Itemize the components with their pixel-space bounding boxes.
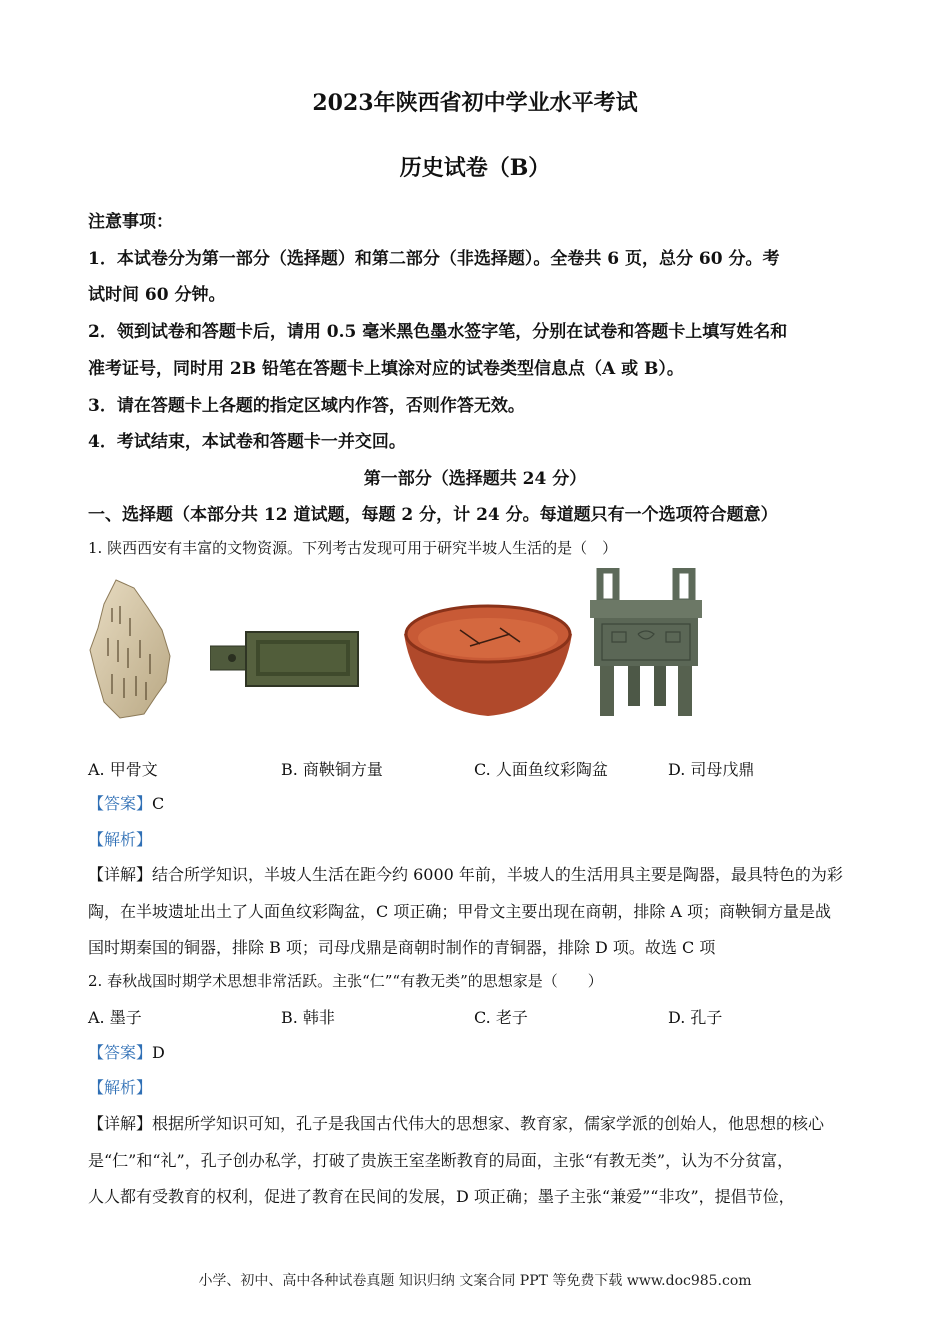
q1-stem: 1. 陕西西安有丰富的文物资源。下列考古发现可用于研究半坡人生活的是（ ） bbox=[88, 539, 618, 557]
painted-pottery-basin-image bbox=[400, 600, 576, 720]
q2-analysis-tag: 【解析】 bbox=[88, 1078, 153, 1097]
answer-value: D bbox=[152, 1043, 165, 1062]
q1-answer bbox=[88, 791, 164, 814]
q1-option-d: D. 司母戊鼎 bbox=[668, 760, 755, 779]
q2-detail-line: 人人都有受教育的权利，促进了教育在民间的发展，D 项正确；墨子主张“兼爱”“非攻”，提倡节俭， bbox=[88, 1187, 795, 1206]
q2-option-a: A. 墨子 bbox=[88, 1008, 142, 1027]
answer-tag: 【答案】 bbox=[88, 794, 153, 813]
detail-text: 根据所学知识可知，孔子是我国古代伟大的思想家、教育家，儒家学派的创始人，他思想的核心 bbox=[152, 1114, 825, 1133]
q1-detail-line: 国时期秦国的铜器，排除 B 项；司母戊鼎是商朝时制作的青铜器，排除 D 项。故选 C 项 bbox=[88, 938, 716, 957]
q1-detail-line: 陶，在半坡遗址出土了人面鱼纹彩陶盆，C 项正确；甲骨文主要出现在商朝，排除 A 项；商鞅铜方量是战 bbox=[88, 902, 832, 921]
notice-line: 3．请在答题卡上各题的指定区域内作答，否则作答无效。 bbox=[88, 396, 525, 416]
notice-heading: 注意事项： bbox=[88, 212, 173, 232]
part1-heading: 第一部分（选择题共 24 分） bbox=[363, 469, 587, 489]
bronze-measure-image bbox=[210, 628, 360, 690]
q2-option-d: D. 孔子 bbox=[668, 1008, 723, 1027]
q2-detail-line: 是“仁”和“礼”，孔子创办私学，打破了贵族王室垄断教育的局面，主张“有教无类”，认为不分贫富， bbox=[88, 1151, 794, 1170]
answer-tag: 【答案】 bbox=[88, 1043, 153, 1062]
notice-line: 4．考试结束，本试卷和答题卡一并交回。 bbox=[88, 432, 406, 452]
q2-stem: 2. 春秋战国时期学术思想非常活跃。主张“仁”“有教无类”的思想家是（ ） bbox=[88, 972, 603, 990]
exam-title: 2023年陕西省初中学业水平考试 bbox=[312, 90, 638, 116]
paper-subtitle: 历史试卷（B） bbox=[399, 155, 551, 181]
q1-analysis-tag: 【解析】 bbox=[88, 830, 153, 849]
notice-line: 2．领到试卷和答题卡后，请用 0.5 毫米黑色墨水签字笔，分别在试卷和答题卡上填写姓名和 bbox=[88, 322, 788, 342]
detail-text: 结合所学知识，半坡人生活在距今约 6000 年前，半坡人的生活用具主要是陶器，最具特色的为彩 bbox=[152, 865, 843, 884]
oracle-bone-image bbox=[86, 578, 176, 720]
q1-option-a: A. 甲骨文 bbox=[88, 760, 158, 779]
detail-tag: 【详解】 bbox=[88, 1114, 153, 1133]
q2-option-b: B. 韩非 bbox=[281, 1008, 335, 1027]
notice-line: 试时间 60 分钟。 bbox=[88, 285, 226, 305]
section-heading: 一、选择题（本部分共 12 道试题，每题 2 分，计 24 分。每道题只有一个选项符合题意） bbox=[88, 505, 778, 525]
q1-detail-line bbox=[88, 862, 843, 885]
q2-option-c: C. 老子 bbox=[474, 1008, 528, 1027]
notice-line: 准考证号，同时用 2B 铅笔在答题卡上填涂对应的试卷类型信息点（A 或 B）。 bbox=[88, 359, 684, 379]
answer-value: C bbox=[152, 794, 165, 813]
notice-line: 1．本试卷分为第一部分（选择题）和第二部分（非选择题）。全卷共 6 页，总分 60 分。考 bbox=[88, 249, 780, 269]
page-footer: 小学、初中、高中各种试卷真题 知识归纳 文案合同 PPT 等免费下载 www.doc985.com bbox=[198, 1273, 752, 1289]
q1-option-c: C. 人面鱼纹彩陶盆 bbox=[474, 760, 608, 779]
q2-detail-line bbox=[88, 1111, 824, 1134]
simu-wu-ding-image bbox=[586, 568, 706, 718]
q2-answer bbox=[88, 1040, 165, 1063]
q1-option-b: B. 商鞅铜方量 bbox=[281, 760, 383, 779]
detail-tag: 【详解】 bbox=[88, 865, 153, 884]
